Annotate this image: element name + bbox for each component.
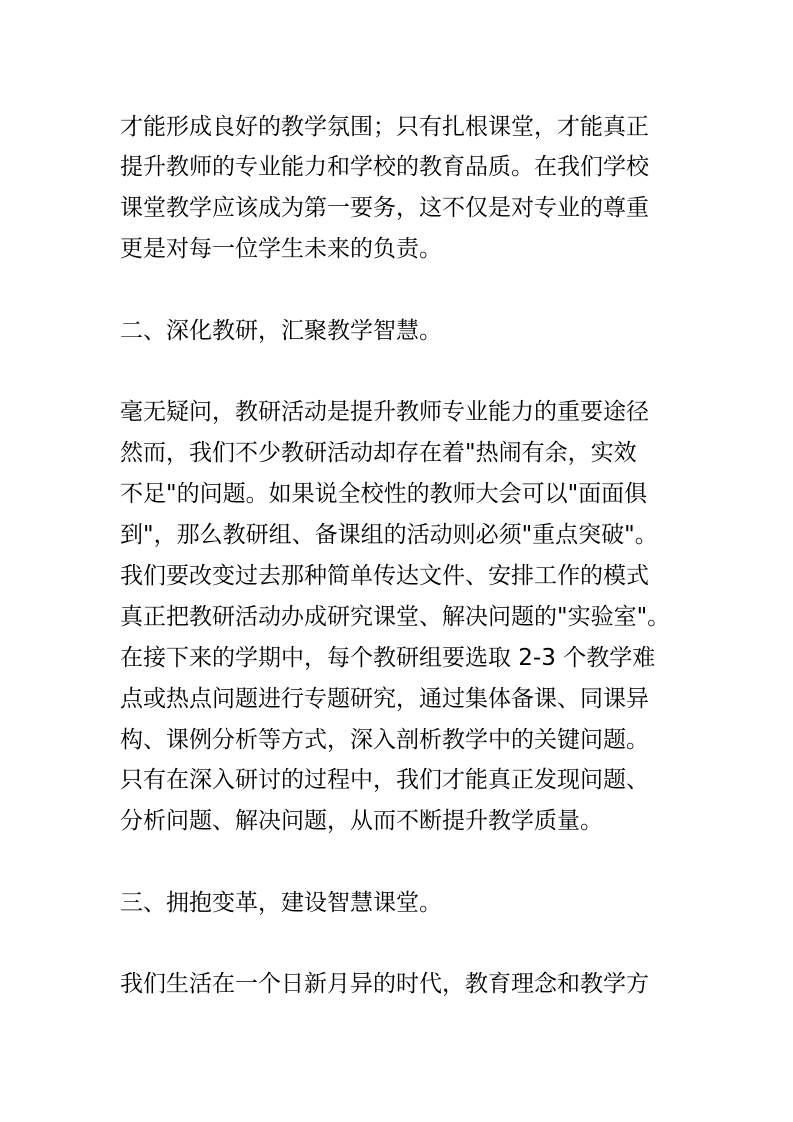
section-heading: 二、深化教研，汇聚教学智慧。 — [120, 318, 442, 344]
paragraph-line: 更是对每一位学生未来的负责。 — [120, 236, 442, 262]
paragraph-line: 到"，那么教研组、备课组的活动则必须"重点突破"。 — [120, 522, 658, 548]
paragraph-line: 然而，我们不少教研活动却存在着"热闹有余，实效 — [120, 440, 637, 466]
paragraph-line: 分析问题、解决问题，从而不断提升教学质量。 — [120, 808, 603, 834]
paragraph-line: 毫无疑问，教研活动是提升教师专业能力的重要途径 — [120, 399, 649, 425]
paragraph-line: 只有在深入研讨的过程中，我们才能真正发现问题、 — [120, 767, 649, 793]
paragraph-line: 才能形成良好的教学氛围；只有扎根课堂，才能真正 — [120, 114, 649, 140]
paragraph-line: 在接下来的学期中，每个教研组要选取 2-3 个教学难 — [120, 645, 656, 671]
paragraph-line: 构、课例分析等方式，深入剖析教学中的关键问题。 — [120, 727, 649, 753]
paragraph-line: 不足"的问题。如果说全校性的教师大会可以"面面俱 — [120, 481, 648, 507]
paragraph-line: 点或热点问题进行专题研究，通过集体备课、同课异 — [120, 686, 649, 712]
paragraph-line: 我们要改变过去那种简单传达文件、安排工作的模式 — [120, 563, 649, 589]
paragraph-line: 真正把教研活动办成研究课堂、解决问题的"实验室"。 — [120, 604, 671, 630]
paragraph-line: 我们生活在一个日新月异的时代，教育理念和教学方 — [120, 971, 649, 997]
paragraph-line: 提升教师的专业能力和学校的教育品质。在我们学校 — [120, 154, 649, 180]
section-heading: 三、拥抱变革，建设智慧课堂。 — [120, 890, 442, 916]
paragraph-line: 课堂教学应该成为第一要务，这不仅是对专业的尊重 — [120, 195, 649, 221]
